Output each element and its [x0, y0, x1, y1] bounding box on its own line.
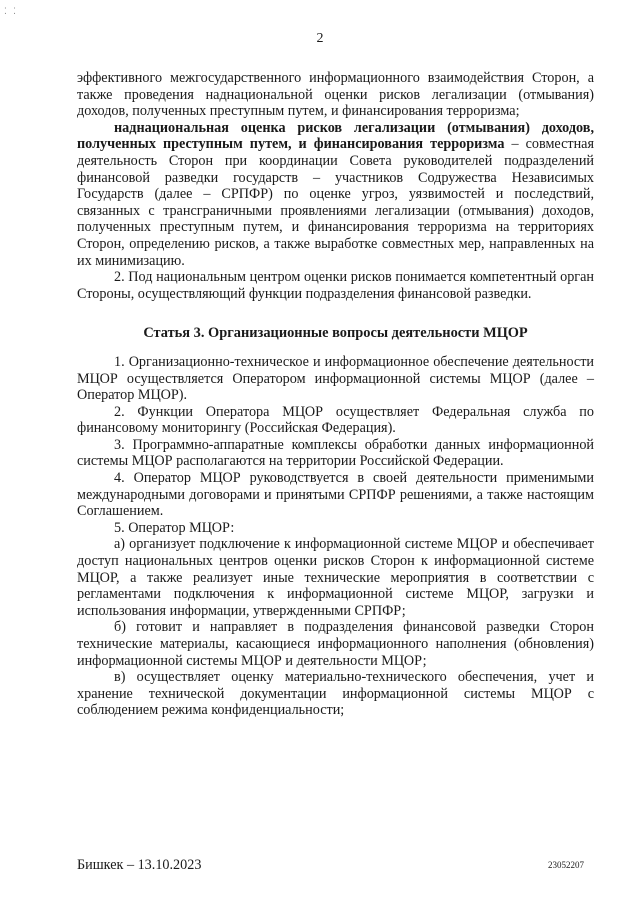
scan-corner-mark: ⁚ ⁚: [4, 6, 18, 16]
page-number: 2: [316, 31, 324, 46]
article-item-4: 4. Оператор МЦОР руководствуется в своей деятельности применимыми международными договорами и принятыми СРПФР решениями, а также настоящим Соглашением.: [77, 470, 594, 520]
definition-paragraph: [77, 120, 594, 269]
article-item-5: 5. Оператор МЦОР:: [114, 519, 235, 536]
footer-doc-code: 23052207: [548, 860, 584, 870]
paragraph-continuation: эффективного межгосударственного информационного взаимодействия Сторон, а также проведения наднациональной оценки рисков легализации (отмывания) доходов, полученных преступным путем, и финансирования терроризма;: [77, 70, 594, 120]
document-body: [77, 70, 594, 719]
article-subitem-c: в) осуществляет оценку материально-технического обеспечения, учет и хранение технической документации информационной системы МЦОР с соблюдением режима конфиденциальности;: [77, 669, 594, 719]
article-item-3: 3. Программно-аппаратные комплексы обработки данных информационной системы МЦОР располагаются на территории Российской Федерации.: [77, 436, 594, 470]
article-heading: Статья 3. Организационные вопросы деятельности МЦОР: [143, 325, 528, 342]
definition-text: – совместная деятельность Сторон при координации Совета руководителей подразделений финансовой разведки государств – участников Содружества Независимых Государств (далее – СРПФР) по оценке угроз, уязвимостей и последствий, связанных с трансграничными проявлениями легализации (отмывания) доходов, полученных преступным путем, и финансирования терроризма на территориях Сторон, определению рисков, а также выработке совместных мер, направленных на их минимизацию.: [77, 136, 594, 269]
defined-term: наднациональная оценка рисков легализации (отмывания) доходов, полученных преступным путем, и финансирования терроризма: [77, 119, 594, 153]
article-subitem-a: а) организует подключение к информационной системе МЦОР и обеспечивает доступ национальных центров оценки рисков Сторон к информационной системе МЦОР, а также реализует иные технические мероприятия в соответствии с регламентами подключения к информационной системе МЦОР, загрузки и использования информации, утвержденными СРПФР;: [77, 536, 594, 619]
article-subitem-b: б) готовит и направляет в подразделения финансовой разведки Сторон технические материалы, касающиеся информационного наполнения (обновления) информационной системы МЦОР и деятельности МЦОР;: [77, 619, 594, 669]
paragraph-2: 2. Под национальным центром оценки рисков понимается компетентный орган Стороны, осуществляющий функции подразделения финансовой разведки.: [77, 269, 594, 302]
article-item-1: 1. Организационно-техническое и информационное обеспечение деятельности МЦОР осуществляется Оператором информационной системы МЦОР (далее – Оператор МЦОР).: [77, 353, 594, 404]
footer-place-date: Бишкек – 13.10.2023: [77, 857, 202, 873]
article-item-2: 2. Функции Оператора МЦОР осуществляет Федеральная служба по финансовому мониторингу (Российская Федерация).: [77, 403, 594, 437]
